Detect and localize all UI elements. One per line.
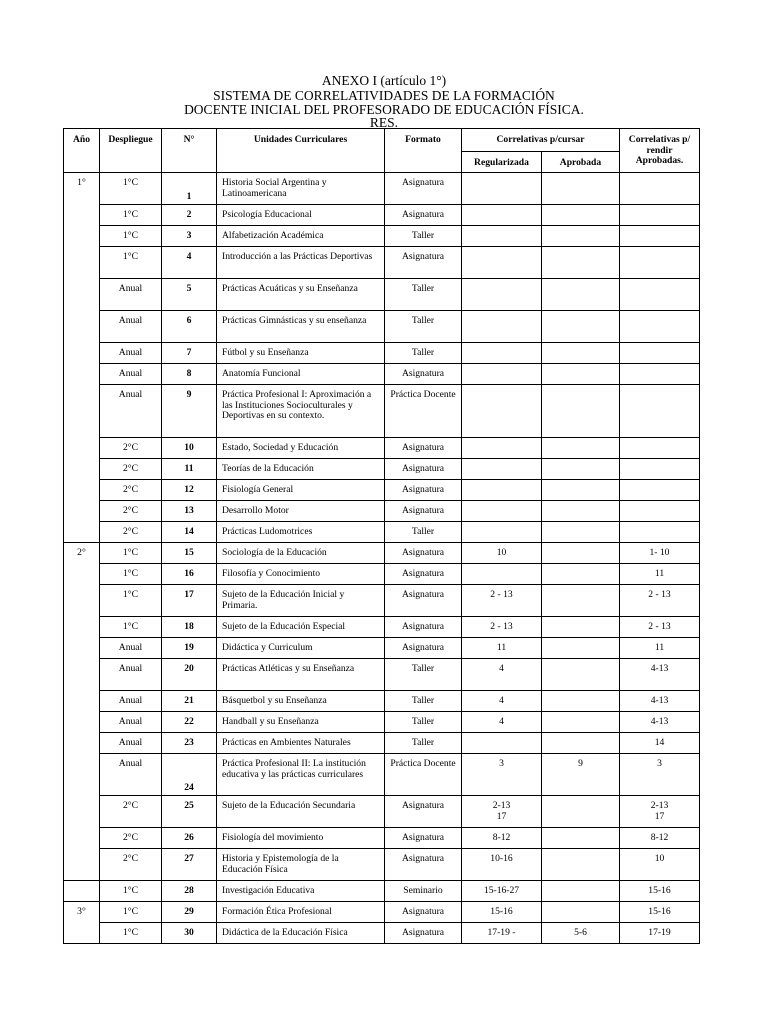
cell-despliegue: 1°C	[100, 585, 162, 617]
cell-anio: 2°	[64, 543, 100, 881]
table-row	[64, 522, 700, 543]
cell-formato: Taller	[385, 226, 462, 247]
cell-regularizada	[462, 247, 542, 279]
table-row	[64, 691, 700, 712]
cell-despliegue: 2°C	[100, 501, 162, 522]
cell-regularizada	[462, 733, 542, 754]
cell-numero: 1	[162, 173, 217, 205]
cell-aprobada	[542, 364, 620, 385]
cell-despliegue: 1°C	[100, 881, 162, 902]
cell-formato: Asignatura	[385, 480, 462, 501]
cell-regularizada: 2 - 13	[462, 617, 542, 638]
cell-rendir: 2 - 13	[620, 585, 700, 617]
cell-aprobada	[542, 881, 620, 902]
cell-formato: Asignatura	[385, 543, 462, 564]
cell-formato: Asignatura	[385, 205, 462, 226]
table-row	[64, 617, 700, 638]
cell-formato: Asignatura	[385, 902, 462, 923]
cell-unidad: Desarrollo Motor	[217, 501, 385, 522]
cell-numero: 26	[162, 828, 217, 849]
cell-rendir: 4-13	[620, 691, 700, 712]
cell-rendir	[620, 522, 700, 543]
cell-regularizada: 2-13 17	[462, 796, 542, 828]
cell-numero: 4	[162, 247, 217, 279]
cell-rendir	[620, 459, 700, 480]
cell-unidad: Didáctica y Curriculum	[217, 638, 385, 659]
cell-aprobada	[542, 617, 620, 638]
table-row	[64, 923, 700, 944]
table-row	[64, 849, 700, 881]
cell-unidad: Prácticas Atléticas y su Enseñanza	[217, 659, 385, 691]
table-row	[64, 881, 700, 902]
cell-numero: 24	[162, 754, 217, 796]
cell-regularizada	[462, 438, 542, 459]
cell-despliegue: 1°C	[100, 205, 162, 226]
cell-regularizada	[462, 173, 542, 205]
cell-numero: 30	[162, 923, 217, 944]
cell-anio: 3°	[64, 902, 100, 944]
cell-unidad: Anatomía Funcional	[217, 364, 385, 385]
cell-despliegue: Anual	[100, 659, 162, 691]
cell-despliegue: 1°C	[100, 923, 162, 944]
cell-formato: Taller	[385, 733, 462, 754]
table-row	[64, 733, 700, 754]
cell-unidad: Estado, Sociedad y Educación	[217, 438, 385, 459]
cell-unidad: Fisiología General	[217, 480, 385, 501]
cell-numero: 22	[162, 712, 217, 733]
cell-regularizada	[462, 522, 542, 543]
cell-numero: 28	[162, 881, 217, 902]
cell-formato: Asignatura	[385, 617, 462, 638]
cell-regularizada: 2 - 13	[462, 585, 542, 617]
cell-aprobada	[542, 733, 620, 754]
cell-regularizada: 4	[462, 712, 542, 733]
document-title-line-1: SISTEMA DE CORRELATIVIDADES DE LA FORMACIÓN	[213, 88, 555, 103]
cell-numero: 5	[162, 279, 217, 311]
cell-numero: 8	[162, 364, 217, 385]
cell-numero: 23	[162, 733, 217, 754]
cell-formato: Asignatura	[385, 923, 462, 944]
cell-despliegue: 1°C	[100, 247, 162, 279]
cell-unidad: Introducción a las Prácticas Deportivas	[217, 247, 385, 279]
cell-numero: 9	[162, 385, 217, 438]
cell-rendir: 8-12	[620, 828, 700, 849]
cell-formato: Asignatura	[385, 459, 462, 480]
cell-regularizada	[462, 459, 542, 480]
header-regularizada: Regularizada	[462, 152, 542, 173]
correlatividades-table	[63, 128, 700, 944]
cell-unidad: Historia y Epistemología de la Educación Física	[217, 849, 385, 881]
cell-despliegue: 1°C	[100, 564, 162, 585]
cell-aprobada	[542, 691, 620, 712]
cell-regularizada: 17-19 -	[462, 923, 542, 944]
table-row	[64, 501, 700, 522]
cell-numero: 16	[162, 564, 217, 585]
cell-rendir	[620, 173, 700, 205]
cell-rendir: 2-13 17	[620, 796, 700, 828]
cell-numero: 15	[162, 543, 217, 564]
cell-aprobada	[542, 480, 620, 501]
cell-rendir: 15-16	[620, 881, 700, 902]
cell-despliegue: Anual	[100, 279, 162, 311]
cell-regularizada: 4	[462, 659, 542, 691]
cell-rendir: 4-13	[620, 659, 700, 691]
cell-formato: Asignatura	[385, 501, 462, 522]
cell-despliegue: Anual	[100, 733, 162, 754]
cell-numero: 17	[162, 585, 217, 617]
cell-aprobada	[542, 343, 620, 364]
table-row	[64, 173, 700, 205]
cell-despliegue: 1°C	[100, 617, 162, 638]
cell-regularizada	[462, 501, 542, 522]
cell-formato: Seminario	[385, 881, 462, 902]
cell-rendir	[620, 205, 700, 226]
cell-unidad: Sujeto de la Educación Especial	[217, 617, 385, 638]
cell-regularizada	[462, 480, 542, 501]
cell-unidad: Prácticas Acuáticas y su Enseñanza	[217, 279, 385, 311]
cell-regularizada	[462, 226, 542, 247]
cell-formato: Asignatura	[385, 564, 462, 585]
cell-aprobada	[542, 438, 620, 459]
cell-formato: Taller	[385, 691, 462, 712]
cell-unidad: Prácticas Gimnásticas y su enseñanza	[217, 311, 385, 343]
cell-regularizada	[462, 205, 542, 226]
cell-formato: Asignatura	[385, 585, 462, 617]
table-row	[64, 385, 700, 438]
cell-unidad: Filosofía y Conocimiento	[217, 564, 385, 585]
cell-regularizada: 15-16-27	[462, 881, 542, 902]
cell-formato: Asignatura	[385, 173, 462, 205]
cell-aprobada	[542, 659, 620, 691]
cell-rendir	[620, 501, 700, 522]
header-anio: Año	[64, 129, 100, 173]
table-row	[64, 459, 700, 480]
table-row	[64, 311, 700, 343]
cell-numero: 14	[162, 522, 217, 543]
document-title-res: RES.	[369, 115, 399, 130]
cell-unidad: Práctica Profesional II: La institución educativa y las prácticas curriculares	[217, 754, 385, 796]
cell-numero: 19	[162, 638, 217, 659]
cell-unidad: Teorías de la Educación	[217, 459, 385, 480]
cell-aprobada	[542, 311, 620, 343]
table-row	[64, 659, 700, 691]
cell-despliegue: 1°C	[100, 902, 162, 923]
header-numero: N°	[162, 129, 217, 173]
cell-despliegue: Anual	[100, 691, 162, 712]
cell-despliegue: 1°C	[100, 543, 162, 564]
cell-aprobada	[542, 279, 620, 311]
cell-formato: Práctica Docente	[385, 385, 462, 438]
cell-despliegue: 1°C	[100, 226, 162, 247]
cell-unidad: Alfabetización Académica	[217, 226, 385, 247]
header-formato: Formato	[385, 129, 462, 173]
cell-numero: 7	[162, 343, 217, 364]
table-row	[64, 828, 700, 849]
header-aprobada: Aprobada	[542, 152, 620, 173]
cell-numero: 20	[162, 659, 217, 691]
cell-despliegue: 2°C	[100, 438, 162, 459]
table-row	[64, 343, 700, 364]
cell-numero: 11	[162, 459, 217, 480]
cell-formato: Asignatura	[385, 438, 462, 459]
cell-formato: Taller	[385, 522, 462, 543]
cell-rendir: 14	[620, 733, 700, 754]
cell-regularizada: 15-16	[462, 902, 542, 923]
cell-aprobada	[542, 501, 620, 522]
cell-aprobada	[542, 585, 620, 617]
cell-despliegue: 2°C	[100, 796, 162, 828]
cell-rendir	[620, 226, 700, 247]
header-unidades: Unidades Curriculares	[217, 129, 385, 173]
table-row	[64, 247, 700, 279]
cell-unidad: Fútbol y su Enseñanza	[217, 343, 385, 364]
cell-despliegue: Anual	[100, 364, 162, 385]
table-row	[64, 205, 700, 226]
table-row	[64, 902, 700, 923]
cell-unidad: Sujeto de la Educación Secundaria	[217, 796, 385, 828]
cell-numero: 2	[162, 205, 217, 226]
table-row	[64, 712, 700, 733]
cell-despliegue: 1°C	[100, 173, 162, 205]
cell-regularizada: 4	[462, 691, 542, 712]
cell-aprobada	[542, 173, 620, 205]
cell-rendir: 3	[620, 754, 700, 796]
cell-regularizada	[462, 364, 542, 385]
cell-formato: Taller	[385, 279, 462, 311]
cell-unidad: Handball y su Enseñanza	[217, 712, 385, 733]
table-row	[64, 754, 700, 796]
cell-rendir	[620, 438, 700, 459]
cell-aprobada	[542, 247, 620, 279]
cell-unidad: Sociología de la Educación	[217, 543, 385, 564]
cell-aprobada	[542, 226, 620, 247]
table-row	[64, 279, 700, 311]
cell-aprobada	[542, 205, 620, 226]
header-cursar: Correlativas p/cursar	[462, 129, 620, 152]
cell-aprobada	[542, 459, 620, 480]
cell-despliegue: Anual	[100, 311, 162, 343]
table-row	[64, 480, 700, 501]
cell-aprobada	[542, 543, 620, 564]
table-row	[64, 585, 700, 617]
cell-regularizada	[462, 385, 542, 438]
table-row	[64, 638, 700, 659]
cell-rendir	[620, 385, 700, 438]
cell-regularizada	[462, 279, 542, 311]
cell-despliegue: 2°C	[100, 828, 162, 849]
cell-regularizada: 8-12	[462, 828, 542, 849]
cell-regularizada	[462, 311, 542, 343]
cell-numero: 27	[162, 849, 217, 881]
cell-aprobada	[542, 385, 620, 438]
cell-aprobada	[542, 796, 620, 828]
cell-numero: 12	[162, 480, 217, 501]
cell-aprobada	[542, 522, 620, 543]
cell-unidad: Investigación Educativa	[217, 881, 385, 902]
cell-unidad: Práctica Profesional I: Aproximación a las Instituciones Socioculturales y Deportivas en su contexto.	[217, 385, 385, 438]
cell-formato: Taller	[385, 712, 462, 733]
table-row	[64, 226, 700, 247]
cell-unidad: Prácticas Ludomotrices	[217, 522, 385, 543]
cell-regularizada	[462, 564, 542, 585]
cell-regularizada: 11	[462, 638, 542, 659]
cell-formato: Taller	[385, 311, 462, 343]
cell-regularizada: 10-16	[462, 849, 542, 881]
cell-unidad: Prácticas en Ambientes Naturales	[217, 733, 385, 754]
cell-rendir: 15-16	[620, 902, 700, 923]
header-despliegue: Despliegue	[100, 129, 162, 173]
cell-despliegue: 2°C	[100, 522, 162, 543]
cell-unidad: Sujeto de la Educación Inicial y Primaria.	[217, 585, 385, 617]
cell-numero: 21	[162, 691, 217, 712]
cell-rendir: 17-19	[620, 923, 700, 944]
cell-unidad: Psicología Educacional	[217, 205, 385, 226]
cell-rendir	[620, 343, 700, 364]
cell-aprobada: 5-6	[542, 923, 620, 944]
cell-unidad: Formación Ética Profesional	[217, 902, 385, 923]
cell-despliegue: Anual	[100, 343, 162, 364]
cell-formato: Asignatura	[385, 247, 462, 279]
cell-formato: Asignatura	[385, 828, 462, 849]
cell-despliegue: 2°C	[100, 459, 162, 480]
table-row	[64, 543, 700, 564]
annex-title: ANEXO I (artículo 1°)	[321, 73, 447, 88]
cell-numero: 3	[162, 226, 217, 247]
header-rendir: Correlativas p/ rendir Aprobadas.	[620, 129, 700, 173]
cell-numero: 10	[162, 438, 217, 459]
cell-regularizada	[462, 343, 542, 364]
cell-despliegue: Anual	[100, 638, 162, 659]
cell-rendir	[620, 364, 700, 385]
cell-unidad: Historia Social Argentina y Latinoamericana	[217, 173, 385, 205]
cell-formato: Asignatura	[385, 796, 462, 828]
cell-aprobada	[542, 712, 620, 733]
cell-formato: Taller	[385, 659, 462, 691]
cell-aprobada	[542, 828, 620, 849]
cell-despliegue: 2°C	[100, 849, 162, 881]
table-row	[64, 564, 700, 585]
cell-despliegue: Anual	[100, 385, 162, 438]
cell-rendir: 2 - 13	[620, 617, 700, 638]
cell-despliegue: Anual	[100, 754, 162, 796]
cell-formato: Taller	[385, 343, 462, 364]
document-title-line-2: DOCENTE INICIAL DEL PROFESORADO DE EDUCACIÓN FÍSICA.	[184, 102, 584, 117]
cell-despliegue: 2°C	[100, 480, 162, 501]
cell-numero: 18	[162, 617, 217, 638]
cell-numero: 13	[162, 501, 217, 522]
cell-numero: 6	[162, 311, 217, 343]
table-row	[64, 364, 700, 385]
cell-despliegue: Anual	[100, 712, 162, 733]
cell-rendir	[620, 247, 700, 279]
cell-regularizada: 3	[462, 754, 542, 796]
cell-aprobada	[542, 564, 620, 585]
cell-unidad: Básquetbol y su Enseñanza	[217, 691, 385, 712]
cell-formato: Asignatura	[385, 849, 462, 881]
cell-rendir: 11	[620, 638, 700, 659]
cell-rendir: 11	[620, 564, 700, 585]
cell-formato: Asignatura	[385, 364, 462, 385]
cell-unidad: Didáctica de la Educación Física	[217, 923, 385, 944]
cell-aprobada	[542, 902, 620, 923]
cell-numero: 25	[162, 796, 217, 828]
table-row	[64, 438, 700, 459]
cell-rendir	[620, 480, 700, 501]
cell-formato: Asignatura	[385, 638, 462, 659]
cell-rendir	[620, 279, 700, 311]
cell-unidad: Fisiología del movimiento	[217, 828, 385, 849]
table-row	[64, 796, 700, 828]
cell-aprobada: 9	[542, 754, 620, 796]
cell-anio: 1°	[64, 173, 100, 543]
cell-rendir: 4-13	[620, 712, 700, 733]
cell-aprobada	[542, 849, 620, 881]
cell-aprobada	[542, 638, 620, 659]
cell-numero: 29	[162, 902, 217, 923]
cell-rendir: 10	[620, 849, 700, 881]
cell-rendir	[620, 311, 700, 343]
cell-rendir: 1- 10	[620, 543, 700, 564]
cell-anio	[64, 881, 100, 902]
cell-formato: Práctica Docente	[385, 754, 462, 796]
cell-regularizada: 10	[462, 543, 542, 564]
